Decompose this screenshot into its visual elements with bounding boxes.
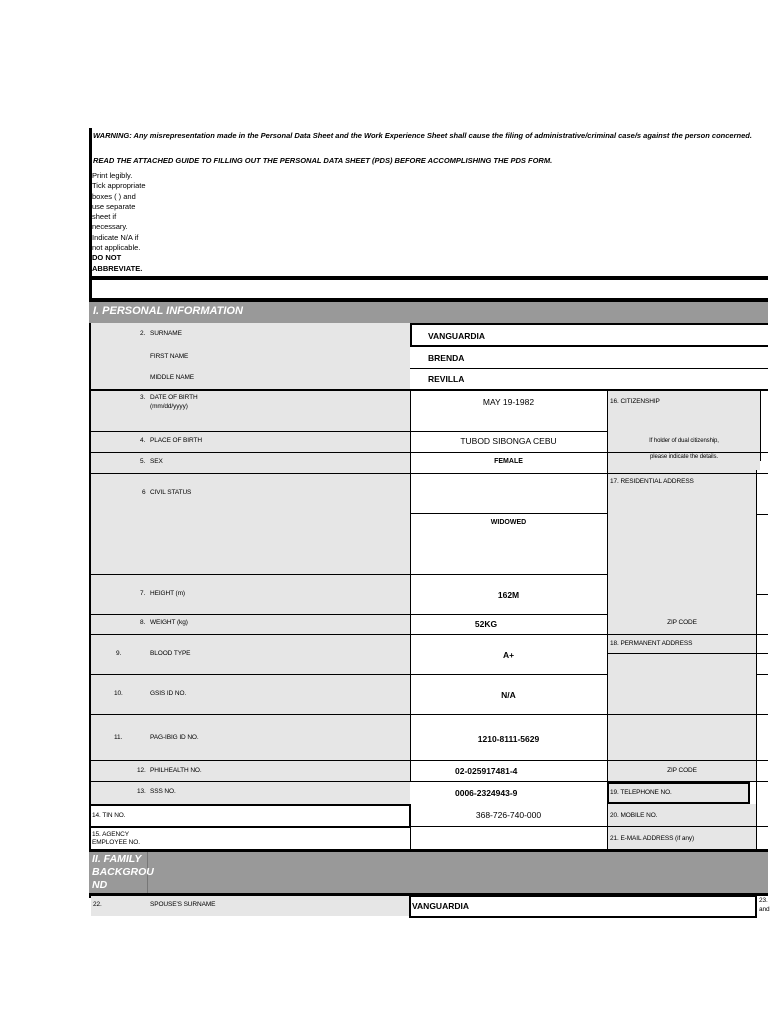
do-not-abbreviate: DO NOT (92, 253, 122, 263)
item-23-text: and (759, 906, 770, 913)
instruction-line: boxes ( ) and (92, 191, 136, 201)
dob-sublabel: (mm/dd/yyyy) (150, 403, 188, 410)
citizenship-label: 16. CITIZENSHIP (610, 398, 660, 405)
instruction-line: necessary. (92, 222, 128, 232)
section-personal-information: I. PERSONAL INFORMATION (89, 302, 768, 323)
permanent-address-label: 18. PERMANENT ADDRESS (610, 640, 693, 647)
spouse-num: 22. (93, 901, 102, 908)
instruction-line: Indicate N/A if (92, 232, 139, 242)
email-label: 21. E-MAIL ADDRESS (if any) (610, 835, 695, 842)
pagibig-label: PAG-IBIG ID NO. (150, 734, 199, 741)
philhealth-value[interactable]: 02-025917481-4 (455, 766, 518, 776)
weight-value[interactable]: 52KG (474, 619, 498, 629)
spouse-surname-label: SPOUSE'S SURNAME (150, 901, 216, 908)
weight-label: WEIGHT (kg) (150, 619, 188, 626)
gsis-value[interactable]: N/A (501, 690, 516, 700)
surname-label: SURNAME (150, 330, 182, 337)
dob-num: 3. (140, 394, 146, 401)
sss-num: 13. (137, 788, 146, 795)
instruction-line: not applicable. (92, 243, 141, 253)
civil-status-value[interactable]: WIDOWED (490, 519, 527, 526)
philhealth-num: 12. (137, 767, 146, 774)
tin-label: 14. TIN NO. (92, 812, 126, 819)
gsis-num: 10. (114, 690, 123, 697)
values-column (410, 391, 607, 782)
warning-notice: WARNING: Any misrepresentation made in the Personal Data Sheet and the Work Experience Sheet shall cause the filing of administrative/criminal case/s against the person concerned. (93, 131, 752, 140)
philhealth-label: PHILHEALTH NO. (150, 767, 202, 774)
surname-value[interactable]: VANGUARDIA (428, 331, 485, 341)
spouse-surname-value[interactable]: VANGUARDIA (412, 901, 469, 911)
civil-status-label: CIVIL STATUS (150, 489, 192, 496)
do-not-abbreviate: ABBREVIATE. (92, 263, 143, 273)
instructions-block (92, 171, 152, 274)
dob-value[interactable]: MAY 19-1982 (482, 397, 535, 407)
zip-code-label: ZIP CODE (667, 767, 697, 774)
tin-value[interactable]: 368-726-740-000 (475, 810, 542, 820)
instruction-line: sheet if (92, 212, 117, 222)
tin-box (89, 804, 411, 828)
dob-label: DATE OF BIRTH (150, 394, 198, 401)
sex-value[interactable]: FEMALE (494, 458, 523, 465)
right-labels-column (608, 391, 760, 782)
zip-code-label: ZIP CODE (667, 619, 697, 626)
middle-name-label: MIDDLE NAME (150, 374, 195, 381)
surname-num: 2. (140, 330, 146, 337)
civil-status-num: 6 (142, 489, 146, 496)
residential-address-label: 17. RESIDENTIAL ADDRESS (610, 478, 694, 485)
read-guide-notice: READ THE ATTACHED GUIDE TO FILLING OUT THE PERSONAL DATA SHEET (PDS) BEFORE ACCOMPLISHING THE PDS FORM. (93, 156, 553, 165)
blood-value[interactable]: A+ (502, 650, 515, 660)
first-name-value[interactable]: BRENDA (428, 353, 465, 363)
dual-citizen-note: please indicate the details. (650, 454, 718, 460)
section-family-background-bar (89, 852, 768, 893)
mobile-label: 20. MOBILE NO. (610, 812, 658, 819)
agency-label: 15. AGENCY EMPLOYEE NO. (92, 831, 140, 846)
blood-num: 9. (116, 650, 122, 657)
height-value[interactable]: 162M (497, 590, 520, 600)
weight-num: 8. (140, 619, 146, 626)
sss-value[interactable]: 0006-2324943-9 (455, 788, 518, 798)
rule-top (89, 276, 768, 280)
middle-name-value[interactable]: REVILLA (428, 374, 465, 384)
pob-label: PLACE OF BIRTH (150, 437, 202, 444)
sex-label: SEX (150, 458, 163, 465)
section-family-background: II. FAMILY BACKGROU ND (92, 853, 154, 891)
instruction-line: use separate (92, 201, 136, 211)
pob-value[interactable]: TUBOD SIBONGA CEBU (460, 436, 557, 446)
first-name-label: FIRST NAME (150, 353, 189, 360)
height-label: HEIGHT (m) (150, 590, 185, 597)
instruction-line: Tick appropriate (92, 181, 146, 191)
blood-label: BLOOD TYPE (150, 650, 191, 657)
instruction-line: Print legibly. (92, 171, 133, 180)
dual-citizen-note: If holder of dual citizenship, (649, 438, 719, 444)
height-num: 7. (140, 590, 146, 597)
pob-num: 4. (140, 437, 146, 444)
item-23-num: 23. (759, 897, 768, 904)
pagibig-num: 11. (114, 734, 123, 741)
pagibig-value[interactable]: 1210-8111-5629 (477, 734, 540, 744)
sss-label: SSS NO. (150, 788, 176, 795)
telephone-label: 19. TELEPHONE NO. (610, 789, 672, 796)
gsis-label: GSIS ID NO. (150, 690, 187, 697)
sex-num: 5. (140, 458, 146, 465)
